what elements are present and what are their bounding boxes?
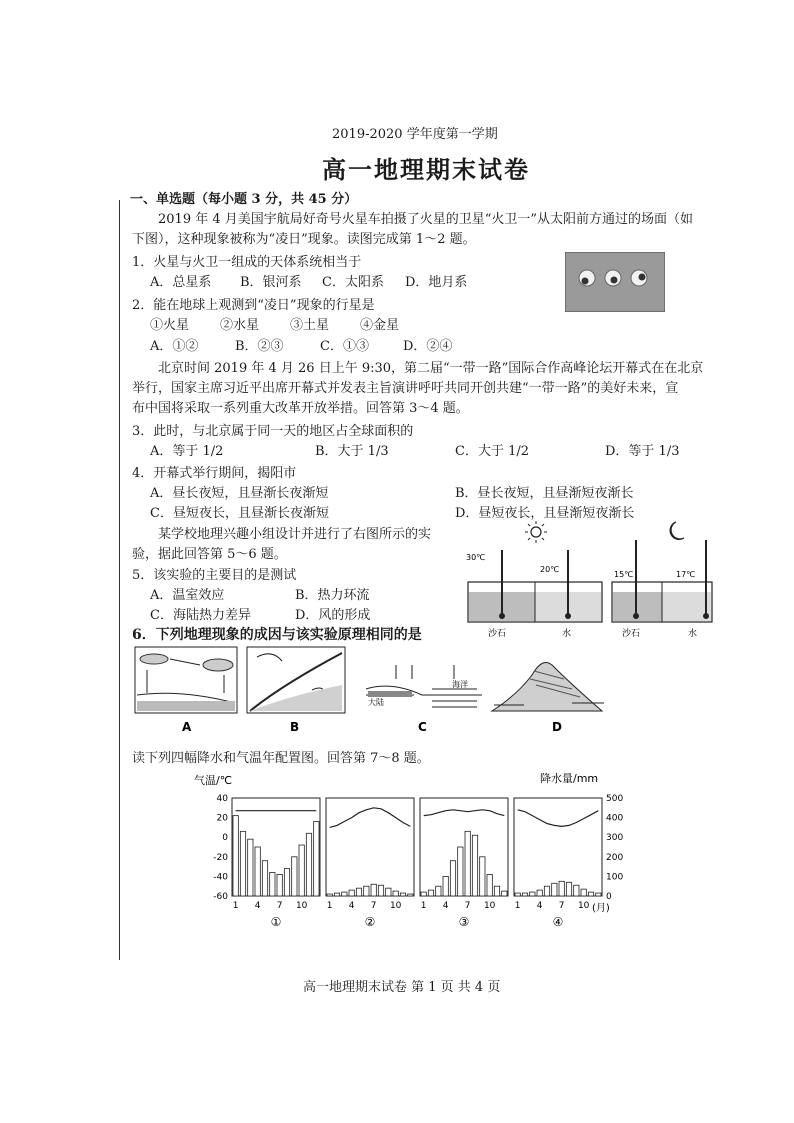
q4-option-a: A．昼长夜短，且昼渐长夜渐短 (150, 486, 329, 501)
q1-option-c: C．太阳系 (322, 275, 384, 290)
month-tick-p2-4: 4 (442, 901, 449, 911)
diagram-c (366, 665, 482, 707)
q6-diagrams (132, 645, 612, 740)
temp-tick-0: 40 (216, 794, 228, 804)
q1-option-a: A．总星系 (150, 275, 212, 290)
precip-tick-5: 0 (606, 892, 612, 902)
precip-bar-p1-m11 (400, 893, 405, 896)
precip-bar-p1-m2 (334, 893, 339, 896)
precip-bar-p1-m5 (356, 888, 361, 896)
sun-icon (525, 521, 547, 543)
precip-bar-p0-m9 (292, 857, 297, 896)
temp-axis-label: 气温/℃ (194, 774, 233, 787)
month-tick-p3-4: 4 (536, 901, 543, 911)
q4-option-b: B．昼长夜短，且昼渐短夜渐长 (455, 486, 634, 501)
chart-id-3: ④ (552, 915, 564, 929)
q4-option-d: D．昼短夜长，且昼渐短夜渐长 (455, 506, 635, 521)
section-heading: 一、单选题（每小题 3 分，共 45 分） (130, 192, 358, 207)
precip-bar-p0-m1 (233, 816, 238, 896)
q5-stem: 5．该实验的主要目的是测试 (132, 568, 297, 583)
precip-bar-p1-m9 (386, 888, 391, 896)
q6-label-a: A (182, 720, 192, 734)
temp-tick-4: -40 (213, 872, 228, 883)
precip-bar-p1-m4 (349, 890, 354, 896)
panel-frame-1 (326, 798, 414, 896)
precip-bar-p2-m2 (428, 890, 433, 896)
climate-prompt: 读下列四幅降水和气温年配置图。回答第 7～8 题。 (132, 751, 430, 766)
q4-option-c: C．昼短夜长，且昼渐长夜渐短 (150, 506, 329, 521)
mars-transit-photo (565, 252, 665, 312)
intro-line-1: 2019 年 4 月美国宇航局好奇号火星车拍摄了火星的卫星“火卫一”从太阳前方通过的场面（如 (158, 212, 694, 227)
day-left-temp: 30℃ (466, 553, 486, 562)
c-sea-label: 海洋 (452, 680, 468, 689)
month-tick-p0-1: 1 (232, 901, 239, 911)
precip-bar-p0-m10 (299, 845, 304, 896)
q6-label-c: C (418, 720, 427, 734)
passage2-line-1: 北京时间 2019 年 4 月 26 日上午 9:30，第二届“一带一路”国际合作高峰论坛开幕式在在北京 (158, 361, 704, 376)
precip-bar-p1-m10 (393, 891, 398, 896)
precip-bar-p0-m5 (262, 861, 267, 896)
precip-bar-p3-m3 (530, 892, 535, 896)
diagram-d (492, 663, 604, 711)
exam-title: 高一地理期末试卷 (322, 155, 530, 184)
passage2-line-3: 布中国将采取一系列重大改革开放举措。回答第 3～4 题。 (132, 401, 469, 416)
moon-icon (670, 522, 684, 539)
q2-option-b: B．②③ (235, 339, 284, 354)
precip-bar-p0-m6 (270, 872, 275, 896)
precip-bar-p0-m8 (284, 869, 289, 896)
month-unit-label: (月) (592, 903, 610, 914)
chart-id-1: ② (364, 915, 376, 929)
q3-option-d: D．等于 1/3 (605, 444, 680, 459)
precip-bar-p1-m12 (408, 894, 413, 896)
precip-bar-p3-m5 (544, 886, 549, 896)
month-tick-p1-4: 4 (348, 901, 355, 911)
temp-line-p1 (330, 808, 411, 828)
passage2-line-2: 举行，国家主席习近平出席开幕式并发表主旨演讲呼吁共同开创共建“一带一路”的美好未来，宣 (132, 381, 679, 396)
intro-line-2: 下图），这种现象被称为“凌日”现象。读图完成第 1～2 题。 (132, 232, 476, 247)
precip-bar-p1-m8 (378, 885, 383, 896)
q3-option-c: C．大于 1/2 (455, 444, 530, 459)
q3-option-a: A．等于 1/2 (150, 444, 224, 459)
month-tick-p2-10: 10 (483, 901, 496, 911)
precip-bar-p3-m12 (596, 893, 601, 896)
month-tick-p3-10: 10 (577, 901, 590, 911)
precip-tick-1: 400 (606, 813, 624, 824)
q5-option-a: A．温室效应 (150, 588, 225, 603)
night-sand-label: 沙石 (622, 629, 641, 639)
precip-bar-p2-m5 (450, 861, 455, 896)
precip-bar-p2-m6 (458, 847, 463, 896)
precip-bar-p0-m12 (314, 822, 319, 896)
month-tick-p1-1: 1 (326, 901, 333, 911)
precip-bar-p1-m7 (371, 884, 376, 896)
q2-option-c: C．①③ (320, 339, 369, 354)
q2-option-d: D．②④ (403, 339, 453, 354)
q5-option-b: B．热力环流 (295, 588, 370, 603)
precip-bar-p3-m1 (515, 893, 520, 896)
precip-bar-p0-m11 (306, 833, 311, 896)
temp-tick-2: 0 (222, 833, 228, 844)
precip-bar-p1-m1 (327, 894, 332, 896)
night-water-label: 水 (688, 629, 698, 639)
precip-bar-p3-m6 (552, 883, 557, 896)
precip-bar-p2-m4 (443, 876, 448, 896)
month-tick-p3-7: 7 (558, 901, 565, 911)
q6-label-b: B (290, 720, 300, 734)
precip-bar-p3-m8 (566, 882, 571, 896)
month-tick-p3-1: 1 (514, 901, 521, 911)
precip-bar-p3-m2 (522, 893, 527, 896)
day-sand-label: 沙石 (488, 629, 507, 639)
precip-bar-p3-m11 (588, 892, 593, 896)
precip-bar-p0-m3 (248, 839, 253, 896)
q3-stem: 3．此时，与北京属于同一天的地区占全球面积的 (132, 424, 414, 439)
day-water-label: 水 (562, 629, 572, 639)
precip-tick-0: 500 (606, 794, 624, 804)
passage3-line-2: 验，据此回答第 5～6 题。 (132, 547, 287, 562)
precip-bar-p3-m10 (581, 889, 586, 896)
q6-label-d: D (552, 720, 562, 734)
q5-option-c: C．海陆热力差异 (150, 608, 251, 623)
temp-line-p2 (424, 810, 505, 816)
precip-tick-3: 200 (606, 852, 624, 863)
q1-option-b: B．银河系 (240, 275, 302, 290)
q2-stem: 2．能在地球上观测到“凌日”现象的行星是 (132, 298, 375, 313)
precip-bar-p0-m4 (255, 847, 260, 896)
precip-bar-p2-m3 (436, 886, 441, 896)
month-tick-p0-7: 7 (276, 901, 283, 911)
day-right-temp: 20℃ (540, 565, 560, 574)
passage3-line-1: 某学校地理兴趣小组设计并进行了右图所示的实 (158, 527, 432, 542)
month-tick-p2-1: 1 (420, 901, 427, 911)
precip-bar-p2-m1 (421, 892, 426, 896)
q2-item-4: ④金星 (360, 318, 400, 333)
temp-tick-3: -20 (213, 852, 228, 863)
precip-bar-p3-m7 (559, 881, 564, 896)
month-tick-p2-7: 7 (464, 901, 471, 911)
exam-term: 2019-2020 学年度第一学期 (332, 127, 498, 142)
precip-bar-p3-m9 (574, 885, 579, 896)
binding-margin-line (119, 200, 120, 960)
month-tick-p0-10: 10 (295, 901, 308, 911)
precip-axis-label: 降水量/mm (540, 772, 599, 785)
precip-bar-p2-m7 (465, 831, 470, 896)
diagram-b (247, 647, 345, 713)
precip-bar-p0-m2 (240, 831, 245, 896)
month-tick-p1-7: 7 (370, 901, 377, 911)
q2-item-1: ①火星 (150, 318, 190, 333)
precip-tick-4: 100 (606, 872, 624, 883)
q2-option-a: A．①② (150, 339, 199, 354)
q4-stem: 4．开幕式举行期间，揭阳市 (132, 466, 297, 481)
month-tick-p0-4: 4 (254, 901, 261, 911)
q2-item-2: ②水星 (220, 318, 260, 333)
q5-option-d: D．风的形成 (295, 608, 371, 623)
precip-bar-p2-m12 (502, 891, 507, 896)
precip-bar-p2-m9 (480, 857, 485, 896)
precip-bar-p2-m11 (494, 886, 499, 896)
precip-bar-p0-m7 (277, 874, 282, 896)
temp-tick-5: -60 (213, 892, 228, 902)
precip-bar-p1-m6 (364, 886, 369, 896)
q3-option-b: B．大于 1/3 (315, 444, 389, 459)
chart-id-0: ① (270, 915, 282, 929)
page-footer: 高一地理期末试卷 第 1 页 共 4 页 (303, 980, 501, 995)
precip-bar-p3-m4 (537, 890, 542, 896)
q1-stem: 1．火星与火卫一组成的天体系统相当于 (132, 255, 362, 270)
night-right-temp: 17℃ (676, 570, 696, 579)
c-land-label: 大陆 (368, 698, 384, 707)
q6-stem: 6．下列地理现象的成因与该实验原理相同的是 (132, 627, 422, 643)
diagram-a (135, 647, 237, 713)
precip-bar-p1-m3 (342, 892, 347, 896)
q2-item-3: ③土星 (290, 318, 330, 333)
temp-line-p3 (518, 810, 599, 827)
precip-bar-p2-m10 (487, 874, 492, 896)
temp-tick-1: 20 (216, 813, 228, 824)
climate-charts (190, 768, 650, 938)
month-tick-p1-10: 10 (389, 901, 402, 911)
precip-bar-p2-m8 (472, 835, 477, 896)
night-left-temp: 15℃ (614, 570, 634, 579)
chart-id-2: ③ (458, 915, 470, 929)
precip-tick-2: 300 (606, 833, 624, 844)
experiment-figure (462, 520, 722, 645)
q1-option-d: D．地月系 (405, 275, 468, 290)
